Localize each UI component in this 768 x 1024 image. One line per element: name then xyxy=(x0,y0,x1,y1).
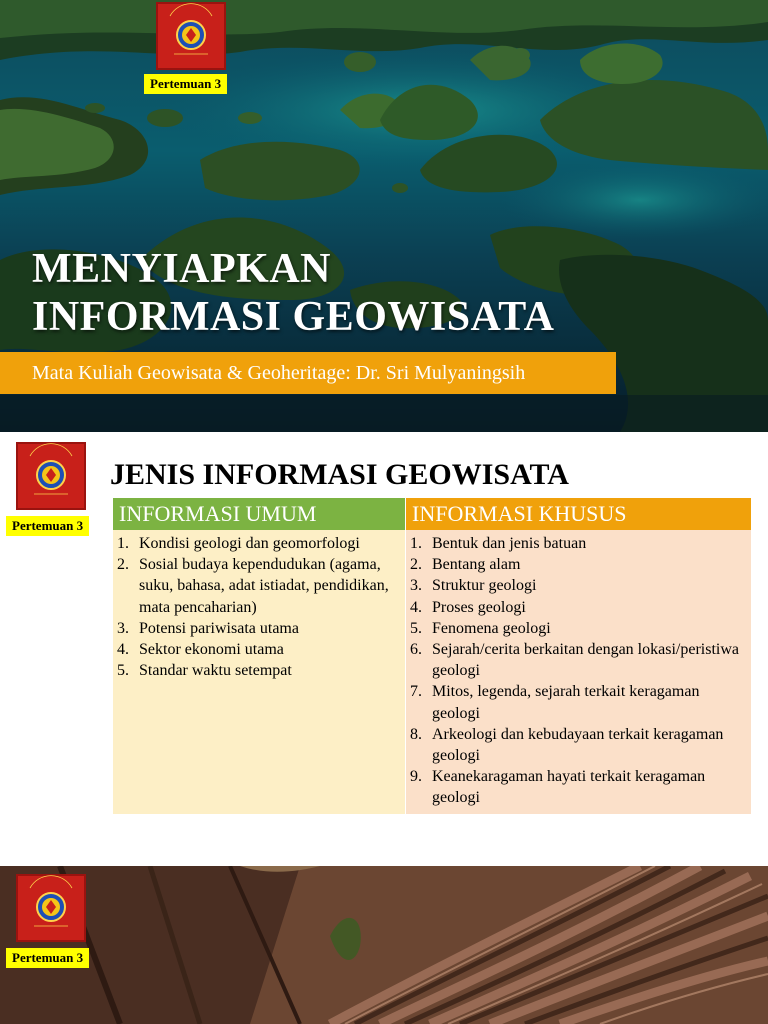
list-item xyxy=(117,618,397,639)
item-number: 5. xyxy=(117,662,129,680)
list-item xyxy=(410,533,743,554)
item-number: 4. xyxy=(410,598,422,616)
item-number: 2. xyxy=(410,556,422,574)
logo-teknik-geologi xyxy=(16,874,86,942)
list-item xyxy=(410,766,743,808)
meeting-badge: Pertemuan 3 xyxy=(144,74,227,94)
item-text: Fenomena geologi xyxy=(432,619,551,637)
column-informasi-umum xyxy=(113,498,405,816)
list-item xyxy=(410,639,743,681)
item-text: Standar waktu setempat xyxy=(139,662,292,680)
subtitle-text: Mata Kuliah Geowisata & Geoheritage: Dr. Sri Mulyaningsih xyxy=(32,362,526,384)
column-header: INFORMASI KHUSUS xyxy=(406,498,751,530)
item-text: Sejarah/cerita berkaitan dengan lokasi/peristiwa geologi xyxy=(432,641,739,680)
meeting-badge: Pertemuan 3 xyxy=(6,948,89,968)
logo-teknik-geologi xyxy=(156,2,226,70)
item-text: Proses geologi xyxy=(432,598,526,616)
logo-teknik-geologi xyxy=(16,442,86,510)
item-text: Keanekaragaman hayati terkait keragaman geologi xyxy=(432,768,706,807)
column-header: INFORMASI UMUM xyxy=(113,498,405,530)
item-text: Struktur geologi xyxy=(432,577,537,595)
item-text: Bentang alam xyxy=(432,556,521,574)
list-item xyxy=(410,618,743,639)
item-number: 7. xyxy=(410,683,422,701)
item-number: 4. xyxy=(117,641,129,659)
item-number: 2. xyxy=(117,556,129,574)
item-text: Potensi pariwisata utama xyxy=(139,619,299,637)
item-number: 3. xyxy=(117,619,129,637)
list-item xyxy=(117,533,397,554)
rock-strata-background-image xyxy=(0,866,768,1024)
item-text: Kondisi geologi dan geomorfologi xyxy=(139,535,360,552)
list-item xyxy=(410,597,743,618)
slide-2 xyxy=(0,432,768,864)
item-number: 1. xyxy=(410,535,422,552)
slide-title: JENIS INFORMASI GEOWISATA xyxy=(110,458,569,491)
column-body xyxy=(406,530,751,814)
subtitle-bar xyxy=(0,352,616,394)
column-body xyxy=(113,530,405,814)
list-item xyxy=(410,681,743,723)
list-item xyxy=(410,575,743,596)
slide-3 xyxy=(0,866,768,1024)
item-number: 5. xyxy=(410,619,422,637)
item-list xyxy=(113,533,405,681)
list-item xyxy=(117,639,397,660)
item-number: 1. xyxy=(117,535,129,552)
list-item xyxy=(117,554,397,618)
list-item xyxy=(410,724,743,766)
item-text: Bentuk dan jenis batuan xyxy=(432,535,587,552)
item-text: Mitos, legenda, sejarah terkait keragaman geologi xyxy=(432,683,700,722)
item-text: Sektor ekonomi utama xyxy=(139,641,284,659)
item-list xyxy=(406,533,751,809)
item-number: 8. xyxy=(410,725,422,743)
list-item xyxy=(410,554,743,575)
title-line-1: MENYIAPKAN xyxy=(32,246,331,292)
slide-1 xyxy=(0,0,768,432)
title-line-2: INFORMASI GEOWISATA xyxy=(32,294,555,340)
meeting-badge: Pertemuan 3 xyxy=(6,516,89,536)
list-item xyxy=(117,660,397,681)
presentation-title xyxy=(32,245,555,341)
item-number: 3. xyxy=(410,577,422,595)
item-text: Arkeologi dan kebudayaan terkait keragaman geologi xyxy=(432,725,724,765)
item-number: 9. xyxy=(410,768,422,786)
column-informasi-khusus xyxy=(406,498,751,816)
item-text: Sosial budaya kependudukan (agama, suku, bahasa, adat istiadat, pendidikan, mata pencaharian) xyxy=(139,556,389,616)
item-number: 6. xyxy=(410,641,422,659)
